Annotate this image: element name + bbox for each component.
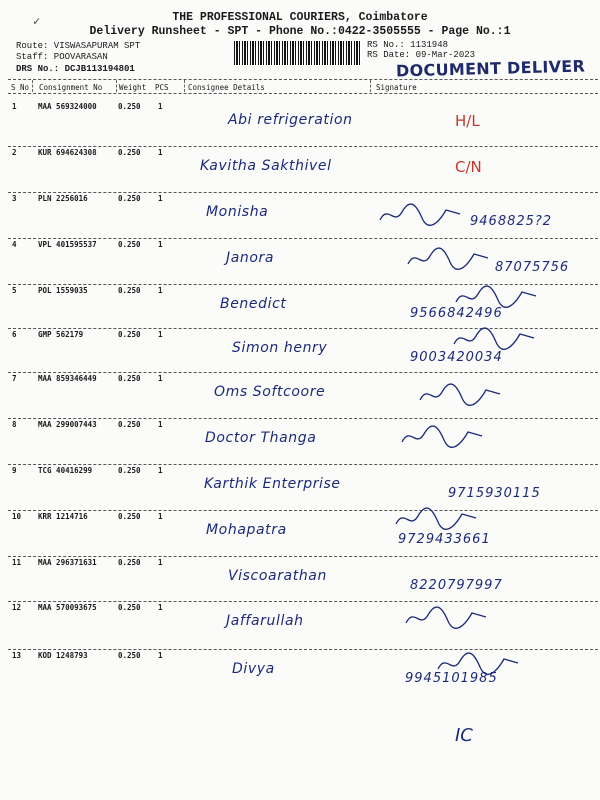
table-top-rule bbox=[8, 79, 598, 80]
col-header-consignee: Consignee Details bbox=[188, 83, 265, 92]
weight-value: 0.250 bbox=[118, 512, 141, 521]
consignee-name: Janora bbox=[226, 250, 275, 266]
col-header-sno: S No bbox=[11, 83, 30, 92]
consignment-number: VPL 401595537 bbox=[38, 240, 97, 249]
serial-number: 6 bbox=[12, 330, 17, 339]
consignment-number: KOD 1248793 bbox=[38, 651, 88, 660]
serial-number: 2 bbox=[12, 148, 17, 157]
pieces-count: 1 bbox=[158, 420, 163, 429]
pieces-count: 1 bbox=[158, 512, 163, 521]
consignee-name: Simon henry bbox=[232, 340, 328, 356]
row-divider bbox=[8, 556, 598, 557]
serial-number: 5 bbox=[12, 286, 17, 295]
col-header-consignment: Consignment No bbox=[39, 83, 103, 92]
weight-value: 0.250 bbox=[118, 240, 141, 249]
col-header-weight: Weight bbox=[119, 83, 147, 92]
handwritten-signature bbox=[402, 603, 492, 633]
handwritten-signature bbox=[450, 324, 540, 354]
signature-phone-number: 9945101985 bbox=[405, 671, 498, 686]
weight-value: 0.250 bbox=[118, 102, 141, 111]
handwritten-signature bbox=[434, 649, 524, 679]
consignment-number: MAA 296371631 bbox=[38, 558, 97, 567]
serial-number: 10 bbox=[12, 512, 22, 521]
consignee-name: Benedict bbox=[220, 296, 287, 312]
route: Route: VISWASAPURAM SPT bbox=[16, 41, 141, 51]
signature-phone-number: 9468825?2 bbox=[470, 214, 553, 229]
col-header-signature: Signature bbox=[376, 83, 417, 92]
signature-phone-number: 9003420034 bbox=[410, 350, 503, 365]
serial-number: 8 bbox=[12, 420, 17, 429]
weight-value: 0.250 bbox=[118, 194, 141, 203]
signature-phone-number: 9729433661 bbox=[398, 532, 491, 547]
consignment-number: TCG 40416299 bbox=[38, 466, 93, 475]
weight-value: 0.250 bbox=[118, 374, 141, 383]
signature-phone-number: 87075756 bbox=[495, 260, 570, 275]
row-divider bbox=[8, 418, 598, 419]
row-divider bbox=[8, 510, 598, 511]
pieces-count: 1 bbox=[158, 603, 163, 612]
footer-handwritten-mark: IC bbox=[455, 725, 473, 746]
row-divider bbox=[8, 146, 598, 147]
pieces-count: 1 bbox=[158, 466, 163, 475]
row-divider bbox=[8, 372, 598, 373]
consignee-name: Oms Softcoore bbox=[214, 384, 326, 400]
consignment-number: MAA 569324000 bbox=[38, 102, 97, 111]
consignment-number: GMP 562179 bbox=[38, 330, 84, 339]
serial-number: 3 bbox=[12, 194, 17, 203]
pieces-count: 1 bbox=[158, 102, 163, 111]
consignee-name: Monisha bbox=[206, 204, 269, 220]
table-header-rule bbox=[8, 93, 598, 94]
staff: Staff: POOVARASAN bbox=[16, 52, 108, 62]
pieces-count: 1 bbox=[158, 374, 163, 383]
pieces-count: 1 bbox=[158, 286, 163, 295]
consignee-name: Mohapatra bbox=[206, 522, 287, 538]
handwritten-signature bbox=[392, 504, 482, 534]
row-divider bbox=[8, 192, 598, 193]
consignment-number: MAA 299007443 bbox=[38, 420, 97, 429]
consignment-number: MAA 570093675 bbox=[38, 603, 97, 612]
weight-value: 0.250 bbox=[118, 558, 141, 567]
column-divider bbox=[116, 80, 117, 92]
consignment-number: MAA 859346449 bbox=[38, 374, 97, 383]
col-header-pcs: PCS bbox=[155, 83, 169, 92]
consignee-name: Abi refrigeration bbox=[228, 112, 353, 128]
handwritten-signature bbox=[376, 200, 466, 230]
handwritten-signature bbox=[404, 244, 494, 274]
consignee-name: Viscoarathan bbox=[228, 568, 327, 584]
serial-number: 4 bbox=[12, 240, 17, 249]
consignment-number: POL 1559035 bbox=[38, 286, 88, 295]
handwritten-signature bbox=[452, 282, 542, 312]
pieces-count: 1 bbox=[158, 651, 163, 660]
row-divider bbox=[8, 601, 598, 602]
serial-number: 7 bbox=[12, 374, 17, 383]
serial-number: 13 bbox=[12, 651, 22, 660]
handwritten-signature bbox=[416, 380, 506, 410]
weight-value: 0.250 bbox=[118, 286, 141, 295]
weight-value: 0.250 bbox=[118, 603, 141, 612]
document-delivered-stamp: DOCUMENT DELIVER bbox=[395, 56, 586, 81]
rs-number: RS No.: 1131948 bbox=[367, 40, 449, 50]
weight-value: 0.250 bbox=[118, 420, 141, 429]
serial-number: 11 bbox=[12, 558, 22, 567]
drs-number: DRS No.: DCJB113194801 bbox=[16, 64, 135, 74]
row-divider bbox=[8, 238, 598, 239]
consignee-name: Divya bbox=[232, 661, 275, 677]
runsheet-subtitle: Delivery Runsheet - SPT - Phone No.:0422-3505555 - Page No.:1 bbox=[89, 25, 511, 38]
pieces-count: 1 bbox=[158, 240, 163, 249]
check-mark-icon: ✓ bbox=[33, 14, 41, 28]
pieces-count: 1 bbox=[158, 558, 163, 567]
consignee-name: Jaffarullah bbox=[226, 613, 304, 629]
delivery-remark: C/N bbox=[455, 158, 482, 176]
column-divider bbox=[370, 80, 371, 92]
consignment-number: KRR 1214716 bbox=[38, 512, 88, 521]
barcode bbox=[234, 41, 362, 65]
pieces-count: 1 bbox=[158, 330, 163, 339]
consignment-number: KUR 694624308 bbox=[38, 148, 97, 157]
consignee-name: Karthik Enterprise bbox=[204, 476, 341, 492]
pieces-count: 1 bbox=[158, 148, 163, 157]
signature-phone-number: 9566842496 bbox=[410, 306, 503, 321]
column-divider bbox=[32, 80, 33, 92]
row-divider bbox=[8, 464, 598, 465]
weight-value: 0.250 bbox=[118, 330, 141, 339]
serial-number: 9 bbox=[12, 466, 17, 475]
weight-value: 0.250 bbox=[118, 651, 141, 660]
weight-value: 0.250 bbox=[118, 148, 141, 157]
serial-number: 1 bbox=[12, 102, 17, 111]
signature-phone-number: 8220797997 bbox=[410, 578, 503, 593]
company-title: THE PROFESSIONAL COURIERS, Coimbatore bbox=[172, 11, 428, 24]
rs-date: RS Date: 09-Mar-2023 bbox=[367, 50, 476, 60]
signature-phone-number: 9715930115 bbox=[448, 486, 541, 501]
handwritten-signature bbox=[398, 422, 488, 452]
consignment-number: PLN 2256016 bbox=[38, 194, 88, 203]
consignee-name: Kavitha Sakthivel bbox=[200, 158, 332, 174]
weight-value: 0.250 bbox=[118, 466, 141, 475]
consignee-name: Doctor Thanga bbox=[205, 430, 317, 446]
delivery-remark: H/L bbox=[455, 112, 480, 130]
serial-number: 12 bbox=[12, 603, 22, 612]
pieces-count: 1 bbox=[158, 194, 163, 203]
column-divider bbox=[184, 80, 185, 92]
